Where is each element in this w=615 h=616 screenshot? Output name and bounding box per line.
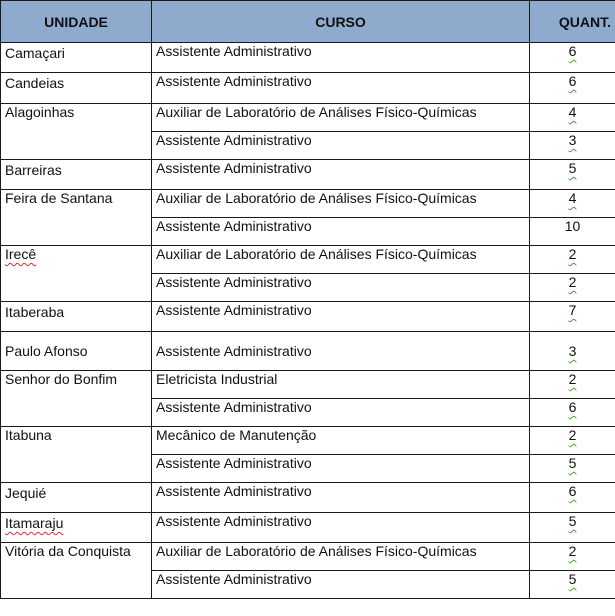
course-cell: Auxiliar de Laboratório de Análises Físico-Químicas xyxy=(152,246,530,274)
unit-cell: Camaçari xyxy=(1,43,152,73)
quantity-cell xyxy=(530,302,615,332)
unit-cell xyxy=(1,513,152,543)
table-row xyxy=(1,43,615,73)
quantity-cell xyxy=(530,274,615,302)
quantity-value: 7 xyxy=(568,302,577,318)
course-cell: Assistente Administrativo xyxy=(152,513,530,543)
quantity-value: 3 xyxy=(568,132,577,148)
quantity-value: 2 xyxy=(568,246,577,262)
course-cell: Assistente Administrativo xyxy=(152,399,530,427)
quantity-value: 2 xyxy=(568,371,577,387)
table-row xyxy=(1,371,615,399)
course-cell: Assistente Administrativo xyxy=(152,43,530,73)
header-row xyxy=(1,1,615,43)
unit-cell: Feira de Santana xyxy=(1,190,152,246)
quantity-cell xyxy=(530,104,615,132)
unit-cell: Itaberaba xyxy=(1,302,152,332)
header-quant: QUANT. xyxy=(530,1,615,43)
table-row xyxy=(1,104,615,132)
table-row xyxy=(1,483,615,513)
unit-cell xyxy=(1,246,152,302)
course-cell: Assistente Administrativo xyxy=(152,132,530,160)
course-cell: Auxiliar de Laboratório de Análises Físico-Químicas xyxy=(152,543,530,571)
quantity-cell xyxy=(530,43,615,73)
quantity-value: 2 xyxy=(568,274,577,290)
quantity-value: 3 xyxy=(568,343,577,359)
quantity-value: 6 xyxy=(568,399,577,415)
table-row xyxy=(1,543,615,571)
course-cell: Assistente Administrativo xyxy=(152,160,530,190)
quantity-cell xyxy=(530,160,615,190)
quantity-cell xyxy=(530,218,615,246)
table-row xyxy=(1,190,615,218)
quantity-cell xyxy=(530,371,615,399)
unit-cell: Itabuna xyxy=(1,427,152,483)
quantity-value: 2 xyxy=(568,427,577,443)
course-cell: Auxiliar de Laboratório de Análises Físico-Químicas xyxy=(152,190,530,218)
quantity-cell xyxy=(530,571,615,599)
course-cell: Assistente Administrativo xyxy=(152,483,530,513)
unit-cell: Jequié xyxy=(1,483,152,513)
quantity-value: 4 xyxy=(568,190,577,206)
course-cell: Assistente Administrativo xyxy=(152,73,530,104)
header-curso: CURSO xyxy=(152,1,530,43)
quantity-cell xyxy=(530,332,615,371)
unit-cell: Senhor do Bonfim xyxy=(1,371,152,427)
table-row xyxy=(1,332,615,371)
quantity-cell xyxy=(530,246,615,274)
quantity-value: 4 xyxy=(568,104,577,120)
quantity-cell xyxy=(530,132,615,160)
quantity-value: 6 xyxy=(568,483,577,499)
quantity-value: 5 xyxy=(568,160,577,176)
quantity-cell xyxy=(530,427,615,455)
quantity-cell xyxy=(530,513,615,543)
quantity-value: 5 xyxy=(568,513,577,529)
quantity-cell xyxy=(530,483,615,513)
course-cell: Mecânico de Manutenção xyxy=(152,427,530,455)
quantity-value: 6 xyxy=(568,43,577,59)
course-cell: Assistente Administrativo xyxy=(152,571,530,599)
quantity-value: 6 xyxy=(568,73,577,89)
quantity-value: 2 xyxy=(568,543,577,559)
quantity-value: 10 xyxy=(564,218,581,234)
unit-cell: Vitória da Conquista xyxy=(1,543,152,599)
course-cell: Assistente Administrativo xyxy=(152,455,530,483)
course-cell: Assistente Administrativo xyxy=(152,302,530,332)
table-row xyxy=(1,73,615,104)
table-row xyxy=(1,246,615,274)
course-cell: Auxiliar de Laboratório de Análises Físico-Químicas xyxy=(152,104,530,132)
header-unidade: UNIDADE xyxy=(1,1,152,43)
quantity-value: 5 xyxy=(568,571,577,587)
unit-cell: Candeias xyxy=(1,73,152,104)
unit-cell: Barreiras xyxy=(1,160,152,190)
course-cell: Assistente Administrativo xyxy=(152,274,530,302)
unit-name: Itamaraju xyxy=(5,515,64,531)
unit-name: Irecê xyxy=(5,246,37,262)
quantity-value: 5 xyxy=(568,455,577,471)
course-cell: Eletricista Industrial xyxy=(152,371,530,399)
table-row xyxy=(1,513,615,543)
unit-cell: Paulo Afonso xyxy=(1,332,152,371)
quantity-cell xyxy=(530,73,615,104)
quantity-cell xyxy=(530,455,615,483)
course-cell: Assistente Administrativo xyxy=(152,218,530,246)
table-row xyxy=(1,160,615,190)
table-row xyxy=(1,427,615,455)
quantity-cell xyxy=(530,190,615,218)
quantity-cell xyxy=(530,399,615,427)
unit-cell: Alagoinhas xyxy=(1,104,152,160)
table-row xyxy=(1,302,615,332)
quantity-cell xyxy=(530,543,615,571)
course-cell: Assistente Administrativo xyxy=(152,332,530,371)
